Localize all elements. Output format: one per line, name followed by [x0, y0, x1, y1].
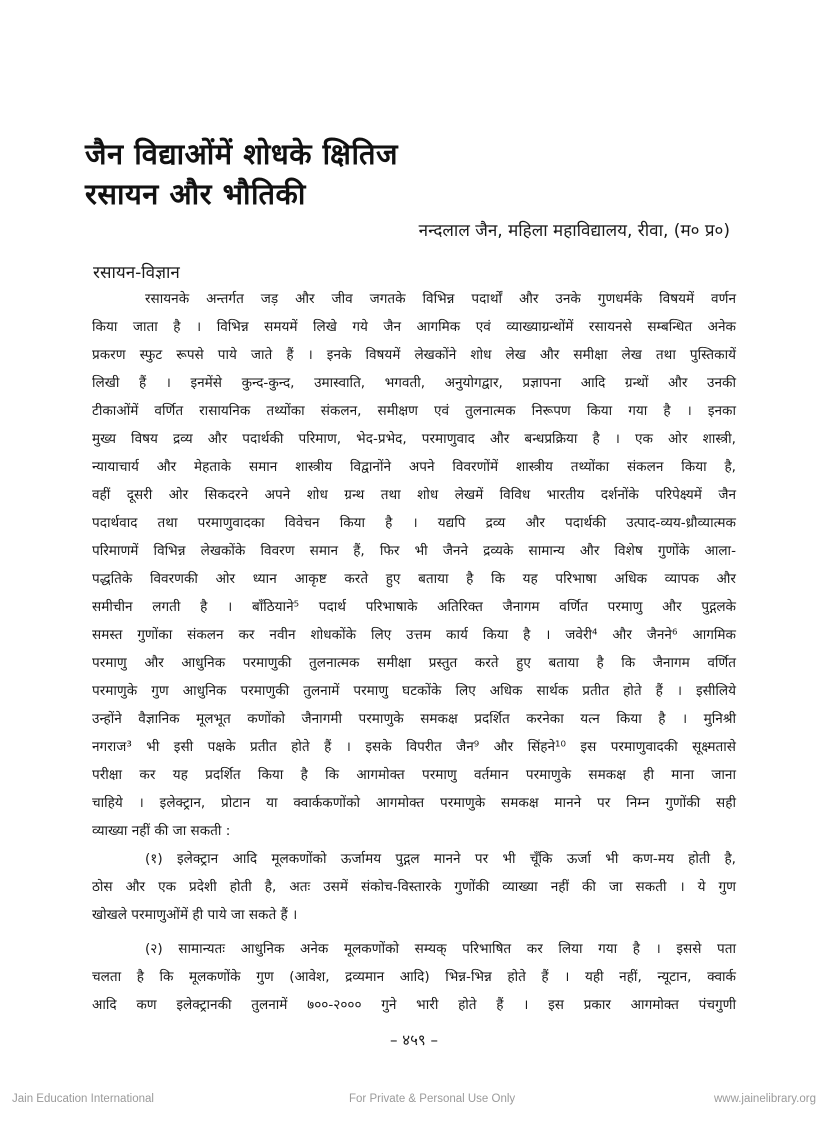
body-line: समस्त गुणोंका संकलन कर नवीन शोधकोंके लिए उत्तम कार्य किया है । जवेरी⁴ और जैनने⁶ आगमिक — [92, 627, 736, 643]
point-1-line: ठोस और एक प्रदेशी होती है, अतः उसमें संकोच-विस्तारके गुणोंकी व्याख्या नहीं की जा सकती । ये गुण — [92, 879, 736, 895]
body-line: न्यायाचार्य और मेहताके समान शास्त्रीय विद्वानोंने अपने विवरणोंमें शास्त्रीय तथ्योंका संकलन किया है, — [92, 459, 737, 475]
point-2-line: आदि कण इलेक्ट्रानकी तुलनामें ७००-२००० गुने भारी होते हैं । इस प्रकार आगमोक्त पंचगुणी — [92, 997, 736, 1013]
author-affiliation: नन्दलाल जैन, महिला महाविद्यालय, रीवा, (म० प्र०) — [418, 221, 730, 241]
article-title-line-2: रसायन और भौतिकी — [85, 177, 306, 211]
footer-website-link[interactable]: www.jainelibrary.org — [713, 1093, 816, 1105]
body-line: रसायनके अन्तर्गत जड़ और जीव जगतके विभिन्न पदार्थों और उनके गुणधर्मके विषयमें वर्णन — [145, 291, 736, 307]
point-2-line: चलता है कि मूलकणोंके गुण (आवेश, द्रव्यमान आदि) भिन्न-भिन्न होते हैं । यही नहीं, न्यूटान, क्वार्क — [92, 969, 736, 985]
point-1-line: (१) इलेक्ट्रान आदि मूलकणोंको ऊर्जामय पुद्गल मानने पर भी चूँकि ऊर्जा भी कण-मय होती है, — [145, 851, 736, 867]
article-title-line-1: जैन विद्याओंमें शोधके क्षितिज — [85, 137, 398, 171]
body-line: व्याख्या नहीं की जा सकती : — [92, 823, 231, 839]
body-line: परमाणुके गुण आधुनिक परमाणुकी तुलनामें परमाणु घटकोंके लिए अधिक सार्थक प्रतीत होते हैं । इसीलिये — [92, 683, 736, 699]
body-line: नगराज³ भी इसी पक्षके प्रतीत होते हैं । इसके विपरीत जैन⁹ और सिंहने¹⁰ इस परमाणुवादकी सूक्ष्मतासे — [92, 739, 736, 755]
section-heading: रसायन-विज्ञान — [93, 263, 180, 283]
page-number: – ४५९ – — [390, 1031, 438, 1049]
body-line: उन्होंने वैज्ञानिक मूलभूत कणोंको जैनागमी परमाणुके समकक्ष प्रदर्शित करनेका यत्न किया है । मुनिश्री — [92, 711, 736, 727]
body-line: टीकाओंमें वर्णित रासायनिक तथ्योंका संकलन, समीक्षण एवं तुलनात्मक निरूपण किया गया है । इनका — [92, 403, 736, 419]
body-line: किया जाता है । विभिन्न समयमें लिखे गये जैन आगमिक एवं व्याख्याग्रन्थोंमें रसायनसे सम्बन्धित अनेक — [92, 319, 736, 335]
point-2-line: (२) सामान्यतः आधुनिक अनेक मूलकणोंको सम्यक् परिभाषित कर लिया गया है । इससे पता — [145, 941, 736, 957]
body-line: वहीं दूसरी ओर सिकदरने अपने शोध ग्रन्थ तथा शोध लेखमें विविध भारतीय दर्शनोंके परिपेक्ष्यमें जैन — [92, 487, 736, 503]
body-line: परमाणु और आधुनिक परमाणुकी तुलनात्मक समीक्षा प्रस्तुत करते हुए बताया है कि जैनागम वर्णित — [92, 655, 736, 671]
body-line: पद्धतिके विवरणकी ओर ध्यान आकृष्ट करते हुए बताया है कि यह परिभाषा अधिक व्यापक और — [92, 571, 736, 587]
body-line: समीचीन लगती है । बाँठियाने⁵ पदार्थ परिभाषाके अतिरिक्त जैनागम वर्णित परमाणु और पुद्गलके — [92, 599, 736, 615]
body-line: परिमाणमें विभिन्न लेखकोंके विवरण समान हैं, फिर भी जैनने द्रव्यके सामान्य और विशेष गुणोंके आला- — [92, 543, 736, 559]
body-line: परीक्षा कर यह प्रदर्शित किया है कि आगमोक्त परमाणु वर्तमान परमाणुके समकक्ष ही माना जाना — [92, 767, 736, 783]
footer-usage-note: For Private & Personal Use Only — [349, 1093, 516, 1105]
footer-publisher: Jain Education International — [12, 1093, 154, 1105]
body-line: लिखी हैं । इनमेंसे कुन्द-कुन्द, उमास्वाति, भगवती, अनुयोगद्वार, प्रज्ञापना आदि ग्रन्थों और उनकी — [92, 375, 736, 391]
body-line: चाहिये । इलेक्ट्रान, प्रोटान या क्वार्ककणोंको आगमोक्त परमाणुके समकक्ष मानने पर निम्न गुणोंकी सही — [92, 795, 736, 811]
body-line: प्रकरण स्फुट रूपसे पाये जाते हैं । इनके विषयमें लेखकोंने शोध लेख और समीक्षा लेख तथा पुस्तिकायें — [92, 347, 736, 363]
point-1-line: खोखले परमाणुओंमें ही पाये जा सकते हैं । — [92, 907, 298, 923]
body-line: मुख्य विषय द्रव्य और पदार्थकी परिमाण, भेद-प्रभेद, परमाणुवाद और बन्धप्रक्रिया है । एक ओर शास्त्री, — [92, 431, 736, 447]
body-line: पदार्थवाद तथा परमाणुवादका विवेचन किया है । यद्यपि द्रव्य और पदार्थकी उत्पाद-व्यय-ध्रौव्यात्मक — [92, 515, 736, 531]
